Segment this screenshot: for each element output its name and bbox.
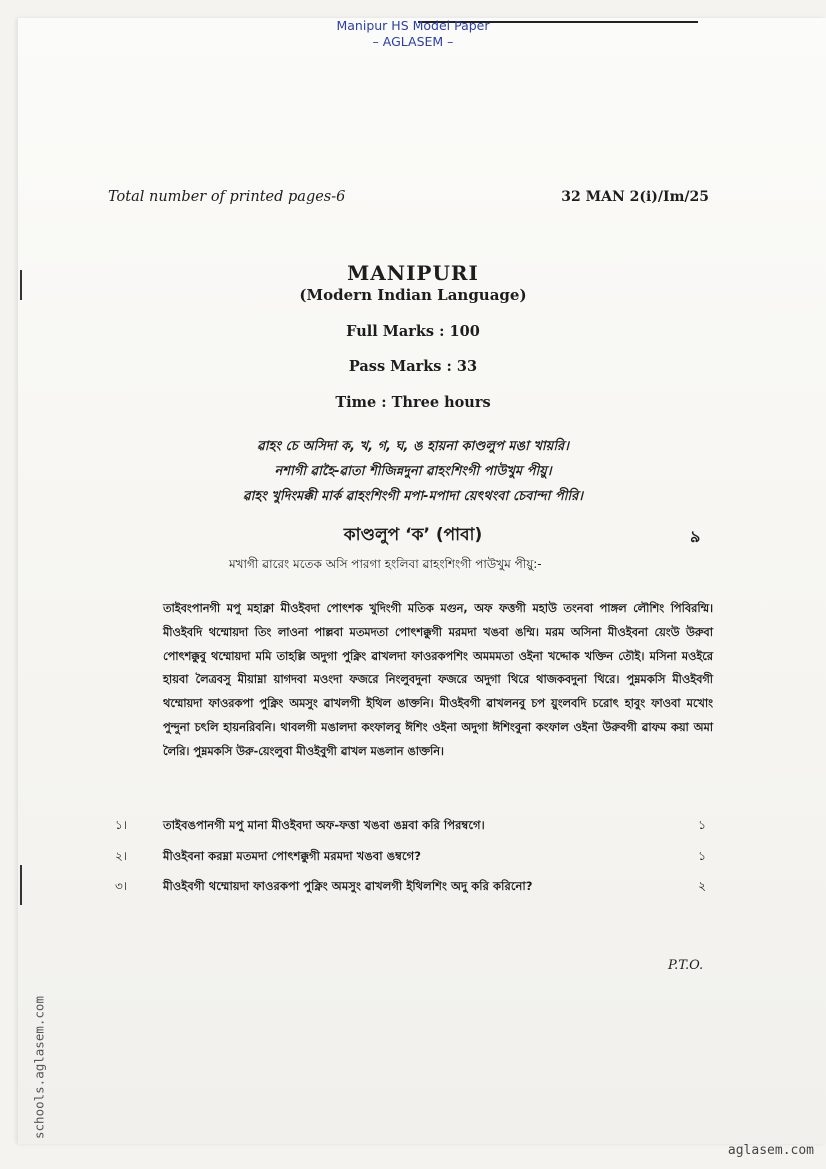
pass-marks: Pass Marks : 33 <box>348 358 478 375</box>
question-marks: ১ <box>698 817 707 832</box>
question-number: ৩। <box>115 879 128 893</box>
side-watermark: schools.aglasem.com <box>31 996 47 1139</box>
full-marks: Full Marks : 100 <box>346 323 480 340</box>
instruction-line: ৱাহং খুদিংমক্কী মার্ক ৱাহংশিংগী মপা-মপাদা য়েৎথংবা চেবান্দা পীরি। <box>243 489 583 504</box>
question-text: মীওইবগী থম্মোয়দা ফাওরকপা পুক্নিং অমসুং ৱাখলগী ইথিলশিং অদু করি করিনো? <box>163 879 533 893</box>
watermark-subtitle: – AGLASEM – <box>372 34 454 49</box>
watermark-title: Manipur HS Model Paper <box>336 18 490 33</box>
question-text: তাইবঙপানগী মপু মানা মীওইবদা অফ-ফত্তা খঙবা ঙম্নবা করি পিরম্বগে। <box>163 818 485 832</box>
section-title: কাণ্ডলুপ ‘ক’ (পাবা) <box>343 525 483 545</box>
subject-title: MANIPURI <box>347 261 479 285</box>
time-allowed: Time : Three hours <box>335 394 491 411</box>
question-number: ১। <box>115 818 128 832</box>
paper-code: 32 MAN 2(i)/Im/25 <box>561 189 709 205</box>
edge-mark <box>20 865 22 905</box>
pto-label: P.T.O. <box>668 958 704 973</box>
instruction-line: নশাগী ৱাহৈ-ৱাতা শীজিন্নদুনা ৱাহংশিংগী পাউখুম পীয়ু। <box>274 464 552 479</box>
printed-pages: Total number of printed pages-6 <box>108 189 346 205</box>
question-number: ২। <box>115 849 128 863</box>
paper-sheet <box>18 18 826 1144</box>
question-marks: ২ <box>698 878 707 893</box>
footer-watermark: aglasem.com <box>727 1143 814 1158</box>
subject-subtitle: (Modern Indian Language) <box>299 286 527 304</box>
instruction-line: ৱাহং চে অসিদা ক, খ, গ, ঘ, ঙ হায়না কাণ্ডলুপ মঙা খায়রি। <box>257 439 569 454</box>
question-text: মীওইবনা করম্না মতমদা পোৎশক্কুগী মরমদা খঙবা ঙম্বগে? <box>163 849 421 863</box>
question-marks: ১ <box>698 848 707 863</box>
section-marks: ৯ <box>690 527 701 546</box>
section-instruction: মখাগী ৱারেং মতেক অসি পারগা হংলিবা ৱাহংশিংগী পাউখুম পীয়ু:- <box>229 557 542 571</box>
reading-passage: তাইবংপানগী মপু মহাক্না মীওইবদা পোৎশক খুদিংগী মতিক মগুন, অফ ফত্তগী মহাউ তংনবা পাঙ্গল লৌশিং পিবিরম্মি। মীওইবদি থম্মোয়দা তিং লাওনা পাল্লবা মতমদতা পোৎশক্কুগী মরমদা খঙবা ঙম্মি। মরম অসিনা মীওইবনা য়েংউ উরুবা পোৎশক্কুবু থম্মোয়দা মমি তাহল্লি অদুগা পুক্নিং ৱাখলদা ফাওরকপশিং অমমমতা ওইনা খদ্দোক খক্তিন তৌই। মসিনা মওইরে হায়বা লৈত্রবসু মীয়াম্না য়াগদবা মওংদা ফজরে নিংলুবদুনা ফজরে অদুগা থিরে থাজকবদুনা থিরে। পুম্নমকসি মীওইবগী থম্মোয়দা ফাওরকপা পুক্নিং অমসুং ৱাখলগী ইথিল ঙাক্তনি। মীওইবগী ৱাখলনবু চপ য়ুংলবদি চরোৎ হাবুং ফাওবা মখোং পুন্দুনা চৎলি হায়নরিবনি। থাবলগী মঙালদা কংফালবু ঈশিং ওইনা অদুগা ঈশিংবুনা কংফাল ওইনা উরুবগী ৱাফম কয়া অমা লৈরি। পুম্নমকসি উরু-য়েংলুবা মীওইবুগী ৱাখল মঙলান ঙাক্তনি। <box>163 602 713 758</box>
